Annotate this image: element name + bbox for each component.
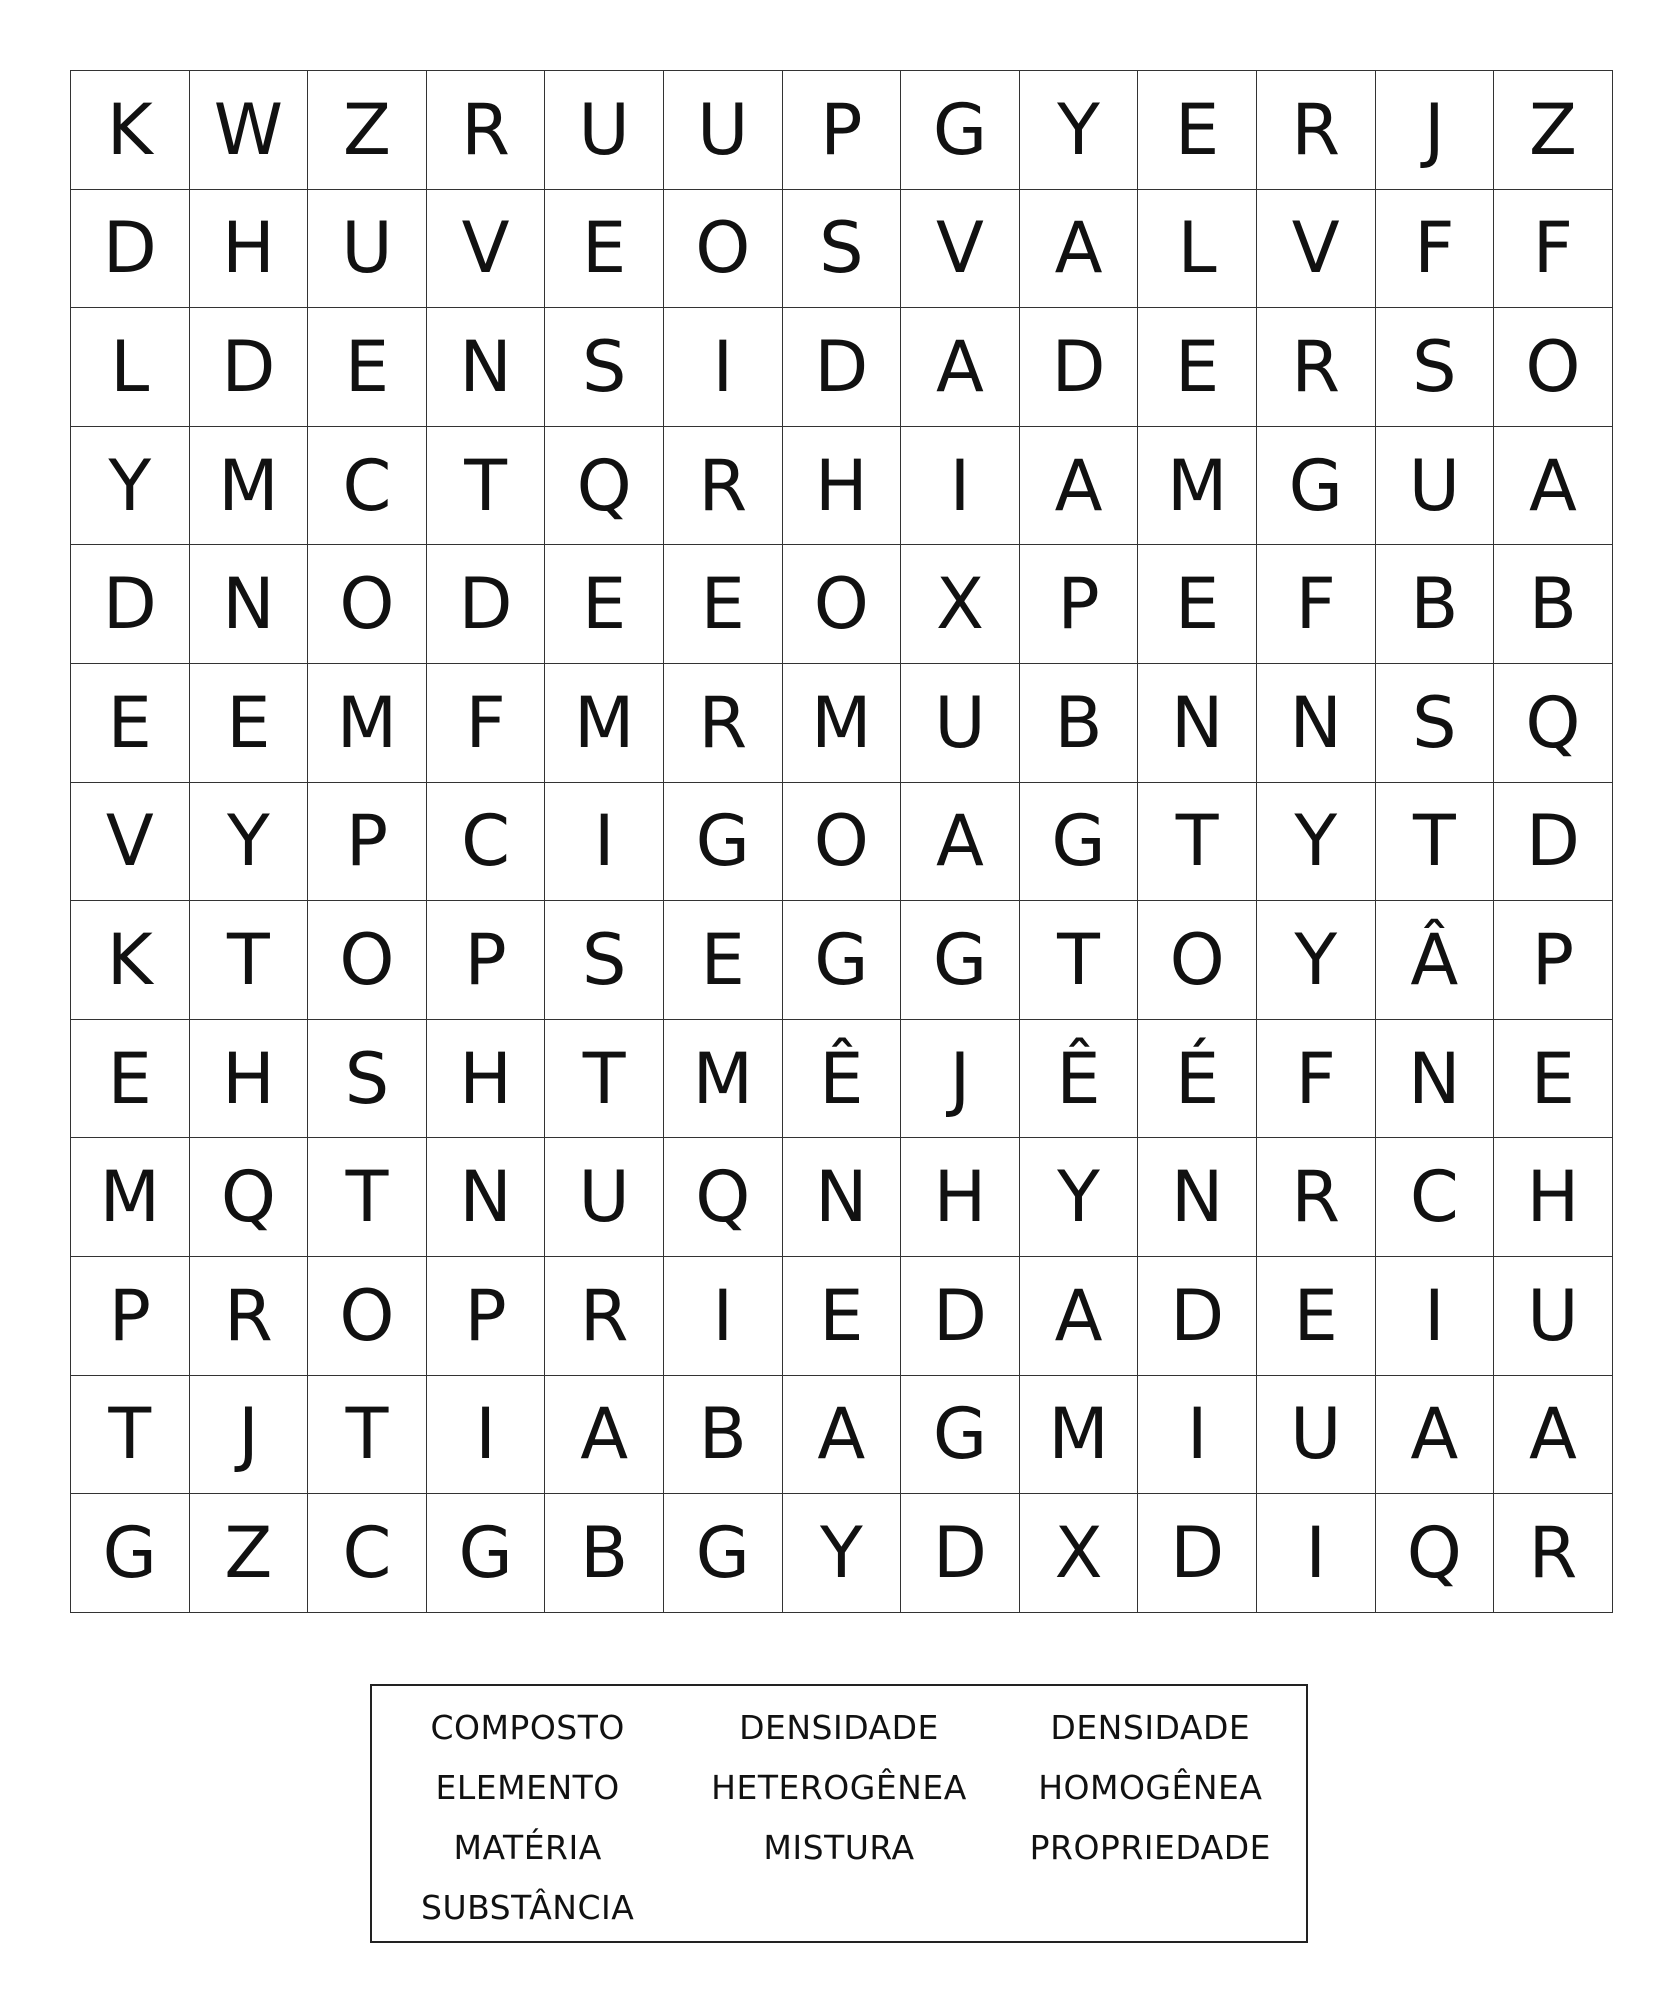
grid-cell[interactable]: Â [1376, 901, 1495, 1020]
word-item: SUBSTÂNCIA [421, 1888, 635, 1927]
grid-cell[interactable]: R [1257, 308, 1376, 427]
grid-cell[interactable]: K [71, 901, 190, 1020]
grid-cell[interactable]: B [1376, 545, 1495, 664]
grid-cell[interactable]: U [1257, 1376, 1376, 1495]
grid-cell[interactable]: R [664, 664, 783, 783]
grid-cell[interactable]: G [1020, 783, 1139, 902]
grid-cell[interactable]: P [308, 783, 427, 902]
grid-cell[interactable]: I [901, 427, 1020, 546]
grid-cell[interactable]: B [664, 1376, 783, 1495]
grid-cell[interactable]: M [190, 427, 309, 546]
grid-cell[interactable]: N [190, 545, 309, 664]
grid-cell[interactable]: Y [190, 783, 309, 902]
grid-cell[interactable]: Y [71, 427, 190, 546]
grid-cell[interactable]: A [783, 1376, 902, 1495]
grid-cell[interactable]: E [664, 901, 783, 1020]
grid-cell[interactable]: V [901, 190, 1020, 309]
grid-cell[interactable]: A [901, 308, 1020, 427]
grid-cell[interactable]: É [1138, 1020, 1257, 1139]
grid-cell[interactable]: T [1376, 783, 1495, 902]
grid-cell[interactable]: E [783, 1257, 902, 1376]
grid-cell[interactable]: E [308, 308, 427, 427]
grid-cell[interactable]: F [1257, 1020, 1376, 1139]
grid-cell[interactable]: H [427, 1020, 546, 1139]
grid-cell[interactable]: Z [1494, 71, 1613, 190]
word-bank [370, 1684, 1308, 1943]
grid-cell[interactable]: Q [664, 1138, 783, 1257]
grid-cell[interactable]: D [901, 1257, 1020, 1376]
grid-cell[interactable]: G [427, 1494, 546, 1613]
grid-cell[interactable]: N [1376, 1020, 1495, 1139]
grid-cell[interactable]: B [1020, 664, 1139, 783]
grid-cell[interactable]: K [71, 71, 190, 190]
grid-cell[interactable]: M [1020, 1376, 1139, 1495]
grid-cell[interactable]: D [1138, 1257, 1257, 1376]
grid-cell[interactable]: G [664, 1494, 783, 1613]
grid-cell[interactable]: F [1494, 190, 1613, 309]
grid-cell[interactable]: U [901, 664, 1020, 783]
grid-cell[interactable]: H [901, 1138, 1020, 1257]
grid-cell[interactable]: D [1494, 783, 1613, 902]
word-item: ELEMENTO [435, 1768, 620, 1807]
grid-cell[interactable]: F [1257, 545, 1376, 664]
grid-cell[interactable]: D [427, 545, 546, 664]
grid-cell[interactable]: Z [308, 71, 427, 190]
grid-cell[interactable]: S [1376, 664, 1495, 783]
grid-cell[interactable]: P [427, 1257, 546, 1376]
grid-cell[interactable]: U [545, 1138, 664, 1257]
grid-cell[interactable]: X [1020, 1494, 1139, 1613]
grid-cell[interactable]: R [1257, 1138, 1376, 1257]
grid-cell[interactable]: M [71, 1138, 190, 1257]
grid-cell[interactable]: A [1020, 427, 1139, 546]
grid-cell[interactable]: R [1494, 1494, 1613, 1613]
grid-cell[interactable]: Ê [783, 1020, 902, 1139]
grid-cell[interactable]: T [71, 1376, 190, 1495]
grid-cell[interactable]: A [901, 783, 1020, 902]
grid-cell[interactable]: O [308, 1257, 427, 1376]
grid-cell[interactable]: B [1494, 545, 1613, 664]
grid-cell[interactable]: R [1257, 71, 1376, 190]
grid-cell[interactable]: C [308, 1494, 427, 1613]
grid-cell[interactable]: A [1020, 1257, 1139, 1376]
grid-cell[interactable]: P [1020, 545, 1139, 664]
grid-cell[interactable]: F [427, 664, 546, 783]
grid-cell[interactable]: T [308, 1138, 427, 1257]
grid-cell[interactable]: E [545, 545, 664, 664]
grid-cell[interactable]: Y [1257, 783, 1376, 902]
grid-cell[interactable]: O [1138, 901, 1257, 1020]
grid-cell[interactable]: H [1494, 1138, 1613, 1257]
grid-cell[interactable]: H [783, 427, 902, 546]
grid-cell[interactable]: M [1138, 427, 1257, 546]
grid-cell[interactable]: J [901, 1020, 1020, 1139]
grid-cell[interactable]: G [901, 1376, 1020, 1495]
grid-cell[interactable]: W [190, 71, 309, 190]
word-item: DENSIDADE [739, 1708, 939, 1747]
grid-cell[interactable]: G [71, 1494, 190, 1613]
grid-cell[interactable]: I [664, 308, 783, 427]
grid-cell[interactable]: G [901, 901, 1020, 1020]
grid-cell[interactable]: O [783, 545, 902, 664]
grid-cell[interactable]: R [427, 71, 546, 190]
grid-cell[interactable]: Q [1376, 1494, 1495, 1613]
grid-cell[interactable]: D [71, 190, 190, 309]
grid-cell[interactable]: M [783, 664, 902, 783]
grid-cell[interactable]: T [427, 427, 546, 546]
grid-cell[interactable]: M [664, 1020, 783, 1139]
grid-cell[interactable]: E [1138, 308, 1257, 427]
grid-cell[interactable]: D [901, 1494, 1020, 1613]
grid-cell[interactable]: N [1138, 664, 1257, 783]
grid-cell[interactable]: N [1257, 664, 1376, 783]
grid-cell[interactable]: I [1257, 1494, 1376, 1613]
grid-cell[interactable]: M [308, 664, 427, 783]
grid-cell[interactable]: T [1138, 783, 1257, 902]
word-item: HOMOGÊNEA [1038, 1768, 1263, 1807]
grid-cell[interactable]: H [190, 1020, 309, 1139]
grid-cell[interactable]: D [783, 308, 902, 427]
grid-cell[interactable]: U [664, 71, 783, 190]
grid-cell[interactable]: Q [190, 1138, 309, 1257]
word-item: PROPRIEDADE [1029, 1828, 1272, 1867]
grid-cell[interactable]: A [545, 1376, 664, 1495]
grid-cell[interactable]: E [1257, 1257, 1376, 1376]
grid-cell[interactable]: O [664, 190, 783, 309]
grid-cell[interactable]: D [1020, 308, 1139, 427]
grid-cell[interactable]: I [1138, 1376, 1257, 1495]
grid-cell[interactable]: I [664, 1257, 783, 1376]
grid-cell[interactable]: A [1376, 1376, 1495, 1495]
grid-cell[interactable]: E [71, 664, 190, 783]
grid-cell[interactable]: V [1257, 190, 1376, 309]
grid-cell[interactable]: G [901, 71, 1020, 190]
grid-cell[interactable]: P [71, 1257, 190, 1376]
grid-cell[interactable]: S [545, 901, 664, 1020]
word-item: MATÉRIA [453, 1828, 602, 1867]
word-item: MISTURA [763, 1828, 915, 1867]
word-list [372, 1708, 1306, 1948]
grid-cell[interactable]: X [901, 545, 1020, 664]
grid-cell[interactable]: G [664, 783, 783, 902]
grid-cell[interactable]: J [190, 1376, 309, 1495]
grid-cell[interactable]: S [308, 1020, 427, 1139]
grid-cell[interactable]: C [427, 783, 546, 902]
word-item: DENSIDADE [1050, 1708, 1251, 1747]
grid-cell[interactable]: E [545, 190, 664, 309]
grid-cell[interactable]: G [783, 901, 902, 1020]
grid-cell[interactable]: U [1494, 1257, 1613, 1376]
grid-cell[interactable]: A [1020, 190, 1139, 309]
grid-cell[interactable]: E [1494, 1020, 1613, 1139]
grid-cell[interactable]: E [71, 1020, 190, 1139]
grid-cell[interactable]: G [1257, 427, 1376, 546]
grid-cell[interactable]: O [1494, 308, 1613, 427]
grid-cell[interactable]: B [545, 1494, 664, 1613]
grid-cell[interactable]: M [545, 664, 664, 783]
grid-cell[interactable]: L [1138, 190, 1257, 309]
grid-cell[interactable]: J [1376, 71, 1495, 190]
grid-cell[interactable]: U [308, 190, 427, 309]
grid-cell[interactable]: O [308, 901, 427, 1020]
grid-cell[interactable]: A [1494, 427, 1613, 546]
grid-cell[interactable]: F [1376, 190, 1495, 309]
grid-cell[interactable]: E [1138, 71, 1257, 190]
word-search-grid [70, 70, 1613, 1613]
grid-cell[interactable]: Ê [1020, 1020, 1139, 1139]
grid-cell[interactable]: P [427, 901, 546, 1020]
grid-cell[interactable]: V [71, 783, 190, 902]
grid-cell[interactable]: O [308, 545, 427, 664]
grid-cell[interactable]: P [1494, 901, 1613, 1020]
grid-cell[interactable]: P [783, 71, 902, 190]
grid-cell[interactable]: T [190, 901, 309, 1020]
grid-cell[interactable]: D [71, 545, 190, 664]
grid-cell[interactable]: A [1494, 1376, 1613, 1495]
grid-cell[interactable]: C [308, 427, 427, 546]
grid-cell[interactable]: Q [545, 427, 664, 546]
grid-cell[interactable]: E [1138, 545, 1257, 664]
grid-cell[interactable]: E [190, 664, 309, 783]
grid-cell[interactable]: Q [1494, 664, 1613, 783]
word-item: HETEROGÊNEA [711, 1768, 967, 1807]
grid-cell[interactable]: Z [190, 1494, 309, 1613]
grid-cell[interactable]: T [545, 1020, 664, 1139]
grid-cell[interactable]: Y [783, 1494, 902, 1613]
grid-cell[interactable]: U [1376, 427, 1495, 546]
grid-cell[interactable]: N [1138, 1138, 1257, 1257]
grid-cell[interactable]: I [427, 1376, 546, 1495]
grid-cell[interactable]: T [1020, 901, 1139, 1020]
grid-cell[interactable]: V [427, 190, 546, 309]
grid-cell[interactable]: R [664, 427, 783, 546]
grid-cell[interactable]: I [545, 783, 664, 902]
grid-cell[interactable]: U [545, 71, 664, 190]
grid-cell[interactable]: Y [1020, 1138, 1139, 1257]
grid-cell[interactable]: L [71, 308, 190, 427]
grid-cell[interactable]: S [783, 190, 902, 309]
word-item: COMPOSTO [430, 1708, 625, 1747]
grid-cell[interactable]: T [308, 1376, 427, 1495]
grid-cell[interactable]: Y [1257, 901, 1376, 1020]
grid-cell[interactable]: O [783, 783, 902, 902]
grid-cell[interactable]: N [427, 308, 546, 427]
grid-cell[interactable]: N [783, 1138, 902, 1257]
grid-cell[interactable]: R [545, 1257, 664, 1376]
grid-cell[interactable]: D [1138, 1494, 1257, 1613]
grid-cell[interactable]: C [1376, 1138, 1495, 1257]
grid-cell[interactable]: H [190, 190, 309, 309]
grid-cell[interactable]: D [190, 308, 309, 427]
grid-cell[interactable]: N [427, 1138, 546, 1257]
grid-cell[interactable]: S [545, 308, 664, 427]
grid-cell[interactable]: I [1376, 1257, 1495, 1376]
grid-cell[interactable]: Y [1020, 71, 1139, 190]
grid-cell[interactable]: E [664, 545, 783, 664]
grid-cell[interactable]: R [190, 1257, 309, 1376]
grid-cell[interactable]: S [1376, 308, 1495, 427]
